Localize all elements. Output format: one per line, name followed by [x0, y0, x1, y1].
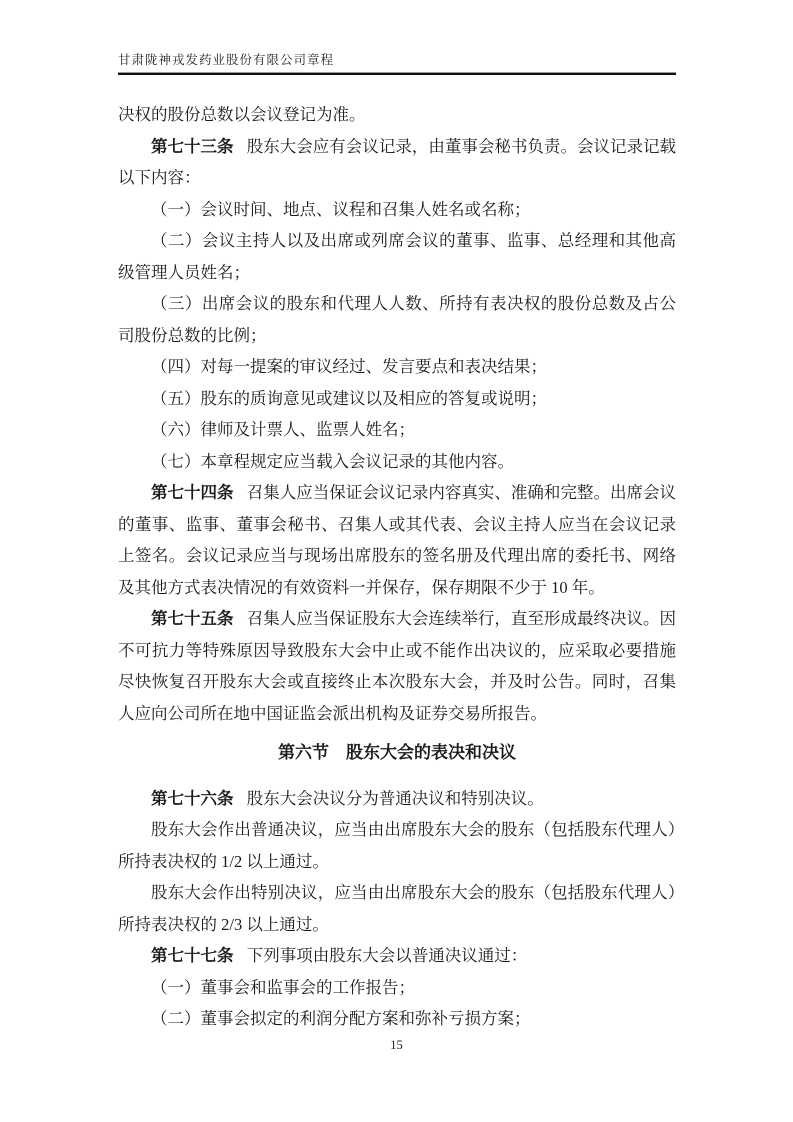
paragraph-special-resolution: 股东大会作出特别决议，应当由出席股东大会的股东（包括股东代理人）所持表决权的 2/3 以上通过。	[118, 883, 676, 934]
list-item-6: （六）律师及计票人、监票人姓名；	[151, 420, 415, 439]
article-77-text: 下列事项由股东大会以普通决议通过：	[246, 946, 528, 965]
list-item-4: （四）对每一提案的审议经过、发言要点和表决结果；	[151, 357, 547, 376]
list-item-1: （一）会议时间、地点、议程和召集人姓名或名称；	[151, 199, 531, 219]
page-number: 15	[390, 1038, 403, 1052]
page-header	[118, 50, 676, 75]
document-body	[118, 99, 676, 1035]
article-74	[118, 477, 676, 603]
list-item-3: （三）出席会议的股东和代理人人数、所持有表决权的股份总数及占公司股份总数的比例；	[118, 294, 676, 345]
list-item-5: （五）股东的质询意见或建议以及相应的答复或说明；	[151, 388, 547, 408]
list-item-9: （二）董事会拟定的利润分配方案和弥补亏损方案；	[151, 1009, 531, 1028]
article-73	[118, 131, 676, 194]
article-75-label: 第七十五条	[151, 609, 234, 628]
section-heading: 第六节 股东大会的表决和决议	[278, 743, 516, 762]
article-76	[118, 783, 676, 815]
paragraph-continuation: 决权的股份总数以会议登记为准。	[118, 105, 366, 124]
list-item-2: （二）会议主持人以及出席或列席会议的董事、监事、总经理和其他高级管理人员姓名；	[118, 231, 676, 282]
header-rule	[118, 72, 676, 75]
paragraph-ordinary-resolution: 股东大会作出普通决议，应当由出席股东大会的股东（包括股东代理人）所持表决权的 1/2 以上通过。	[118, 820, 676, 871]
article-75	[118, 603, 676, 729]
article-76-text: 股东大会决议分为普通决议和特别决议。	[246, 788, 544, 808]
article-77-label: 第七十七条	[151, 946, 234, 965]
article-74-text: 召集人应当保证会议记录内容真实、准确和完整。出席会议的董事、监事、董事会秘书、召集人或其代表、会议主持人应当在会议记录上签名。会议记录应当与现场出席股东的签名册及代理出席的委托书、网络及其他方式表决情况的有效资料一并保存，保存期限不少于 10 年。	[118, 483, 677, 597]
article-77	[118, 940, 676, 972]
list-item-7: （七）本章程规定应当载入会议记录的其他内容。	[151, 451, 514, 471]
article-75-text: 召集人应当保证股东大会连续举行，直至形成最终决议。因不可抗力等特殊原因导致股东大会中止或不能作出决议的，应采取必要措施尽快恢复召开股东大会或直接终止本次股东大会，并及时公告。同时，召集人应向公司所在地中国证监会派出机构及证券交易所报告。	[118, 609, 677, 723]
list-item-8: （一）董事会和监事会的工作报告；	[151, 977, 415, 997]
article-76-label: 第七十六条	[151, 788, 234, 808]
document-title: 甘肃陇神戎发药业股份有限公司章程	[118, 53, 335, 67]
article-73-text: 股东大会应有会议记录，由董事会秘书负责。会议记录记载以下内容：	[118, 136, 677, 187]
article-74-label: 第七十四条	[151, 483, 234, 502]
article-73-label: 第七十三条	[151, 136, 234, 156]
page-footer	[0, 1038, 793, 1053]
